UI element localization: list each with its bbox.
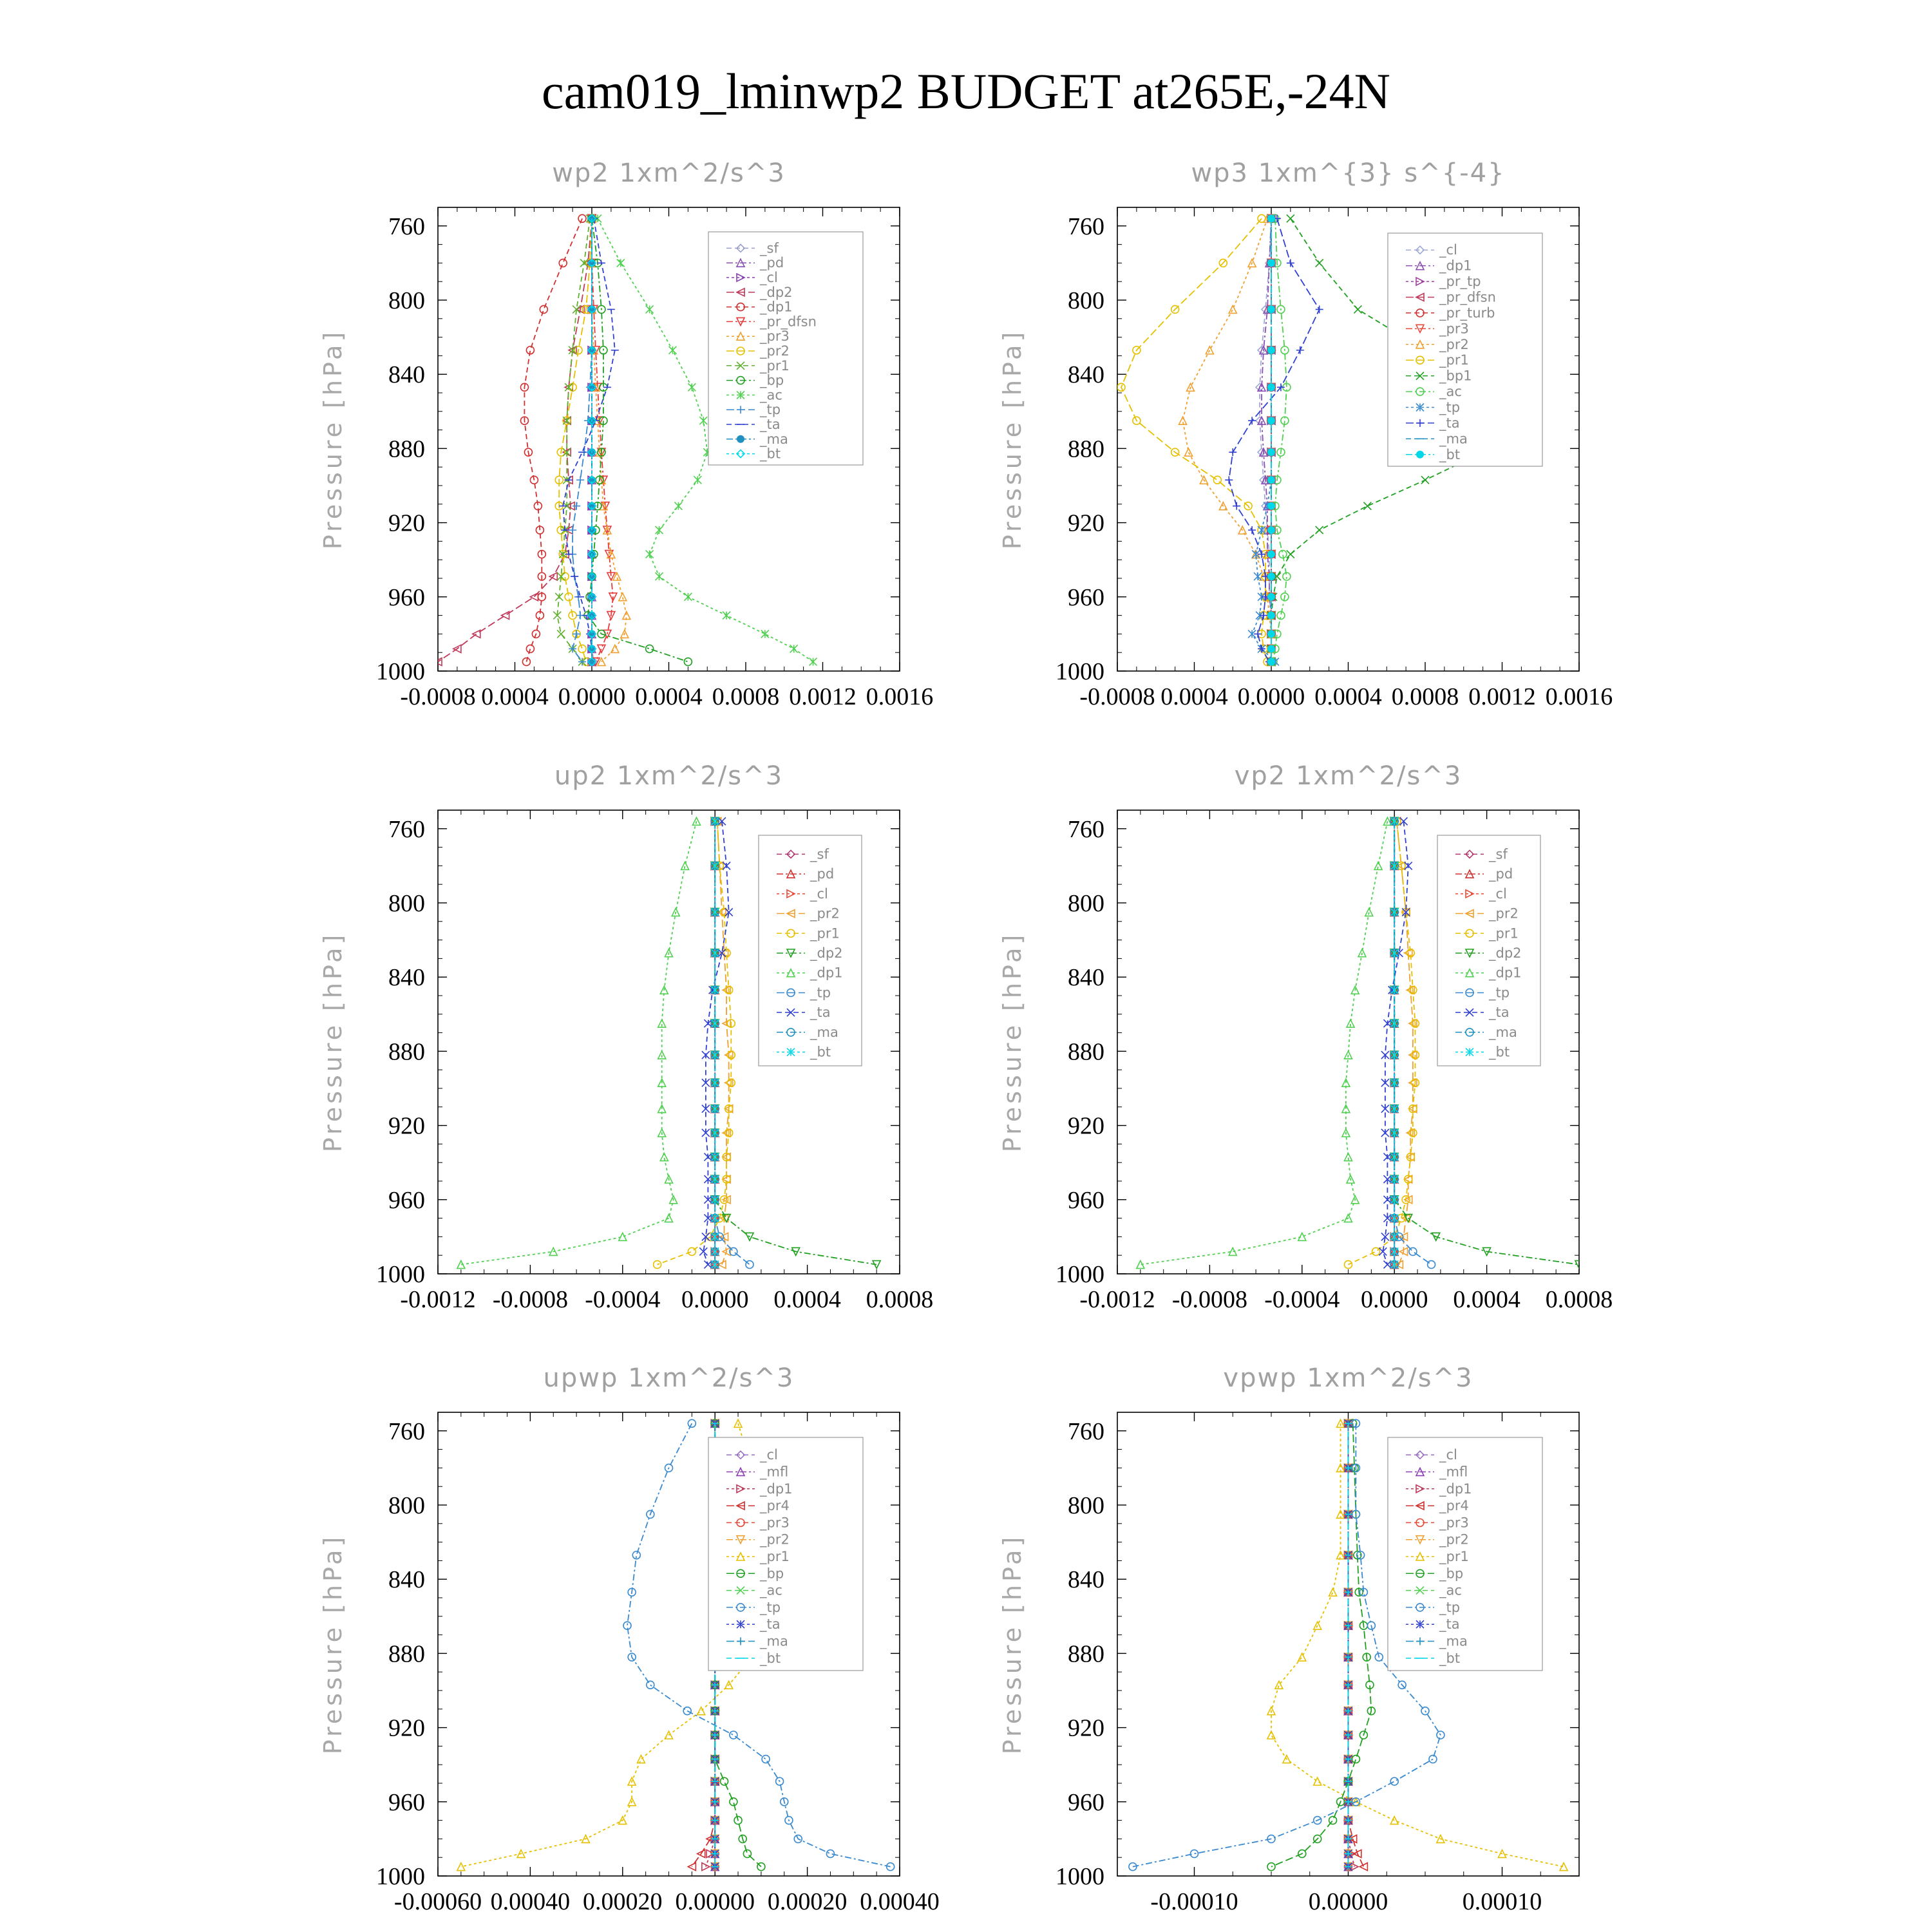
x-tick-label: 0.0008 <box>1391 683 1459 710</box>
x-tick-label: -0.0008 <box>492 1286 568 1313</box>
y-axis-label: Pressure [hPa] <box>319 931 347 1153</box>
x-tick-label: 0.0004 <box>1160 683 1228 710</box>
y-tick-label: 800 <box>1068 287 1104 314</box>
x-tick-label: 0.0004 <box>635 683 703 710</box>
legend-label: _pr3 <box>1439 1515 1469 1531</box>
legend-label: _pr_tp <box>1439 274 1481 290</box>
data-point <box>1267 630 1275 638</box>
y-tick-label: 920 <box>1068 1714 1104 1742</box>
legend-label: _tp <box>810 985 831 1001</box>
legend-label: _ac <box>760 387 782 403</box>
panel-title: vp2 1xm^2/s^3 <box>1234 761 1463 791</box>
y-tick-label: 880 <box>388 1640 425 1668</box>
legend-label: _pr2 <box>1439 1531 1469 1548</box>
legend-label: _ac <box>1439 1582 1462 1598</box>
y-tick-label: 880 <box>388 435 425 463</box>
legend-label: _pd <box>810 866 835 882</box>
legend-label: _pr_dfsn <box>760 314 817 330</box>
legend-label: _ma <box>760 1633 788 1649</box>
legend-label: _mfl <box>760 1464 789 1480</box>
y-tick-label: 880 <box>1068 1038 1104 1066</box>
data-point <box>1267 305 1275 313</box>
x-tick-label: 0.00000 <box>675 1888 755 1915</box>
legend-label: _pr4 <box>760 1498 790 1514</box>
y-tick-label: 880 <box>388 1038 425 1066</box>
y-tick-label: 960 <box>1068 1788 1104 1816</box>
y-axis-label: Pressure [hPa] <box>319 1533 347 1755</box>
legend-label: _cl <box>1439 242 1457 258</box>
y-tick-label: 1000 <box>1056 658 1104 685</box>
data-point <box>1267 612 1275 620</box>
legend-label: _bp <box>760 1566 784 1582</box>
x-tick-label: 0.0004 <box>481 683 549 710</box>
x-tick-label: 0.0012 <box>789 683 857 710</box>
y-tick-label: 920 <box>1068 509 1104 537</box>
x-tick-label: 0.00020 <box>583 1888 663 1915</box>
panel-title: wp3 1xm^{3} s^{-4} <box>1191 158 1506 188</box>
legend-label: _pr3 <box>760 328 790 345</box>
legend-label: _tp <box>760 1599 781 1615</box>
legend-label: _ma <box>1489 1024 1517 1040</box>
legend-label: _sf <box>810 846 829 862</box>
legend-label: _ma <box>760 431 788 447</box>
legend-label: _pr1 <box>1439 352 1469 368</box>
legend-label: _dp1 <box>1439 1481 1472 1497</box>
x-tick-label: -0.0012 <box>400 1286 476 1313</box>
legend-label: _pr2 <box>760 1531 790 1548</box>
legend-label: _pr_turb <box>1439 305 1495 321</box>
data-point <box>1267 476 1275 484</box>
y-tick-label: 760 <box>388 815 425 843</box>
legend-label: _bt <box>760 446 781 462</box>
legend-label: _cl <box>760 1447 778 1463</box>
y-tick-label: 920 <box>388 1714 425 1742</box>
legend-label: _bt <box>1439 1650 1461 1666</box>
x-tick-label: 0.0008 <box>712 683 780 710</box>
data-point <box>1267 573 1275 580</box>
y-tick-label: 800 <box>1068 1492 1104 1519</box>
legend-label: _cl <box>810 886 828 902</box>
legend-label: _pr3 <box>1439 321 1469 337</box>
y-tick-label: 1000 <box>376 658 425 685</box>
x-tick-label: -0.0004 <box>1264 1286 1340 1313</box>
data-point <box>1267 383 1275 391</box>
y-tick-label: 800 <box>388 890 425 917</box>
x-tick-label: 0.0016 <box>1545 683 1613 710</box>
legend <box>708 1437 863 1671</box>
legend-label: _mfl <box>1439 1464 1468 1480</box>
legend-label: _cl <box>760 270 778 285</box>
legend-label: _pr_dfsn <box>1439 289 1496 305</box>
data-point <box>1267 658 1275 666</box>
legend-label: _sf <box>760 240 779 256</box>
legend-label: _pr1 <box>1489 925 1519 942</box>
legend-label: _ta <box>810 1005 831 1021</box>
data-point <box>588 214 596 222</box>
data-point <box>1267 346 1275 354</box>
y-tick-label: 1000 <box>1056 1261 1104 1288</box>
legend-label: _pd <box>1489 866 1513 882</box>
y-tick-label: 800 <box>388 287 425 314</box>
x-tick-label: -0.00060 <box>393 1888 482 1915</box>
data-point <box>1267 502 1275 510</box>
legend-label: _pr2 <box>810 905 840 922</box>
legend-label: _dp1 <box>1439 258 1472 274</box>
x-tick-label: -0.0004 <box>585 1286 661 1313</box>
legend-label: _bt <box>1439 446 1461 462</box>
data-point <box>1267 645 1275 652</box>
y-tick-label: 1000 <box>1056 1863 1104 1890</box>
legend-label: _tp <box>760 402 781 418</box>
legend-label: _dp1 <box>810 965 843 981</box>
legend-label: _bt <box>1489 1044 1510 1060</box>
data-point <box>1267 526 1275 534</box>
y-axis-label: Pressure [hPa] <box>998 931 1027 1153</box>
y-axis-label: Pressure [hPa] <box>998 1533 1027 1755</box>
legend-label: _dp2 <box>1489 945 1522 961</box>
legend-marker <box>1416 451 1424 459</box>
legend-label: _ac <box>1439 384 1462 400</box>
x-tick-label: 0.0004 <box>773 1286 841 1313</box>
y-tick-label: 840 <box>1068 1566 1104 1594</box>
figure-title: cam019_lminwp2 BUDGET at265E,-24N <box>542 63 1390 119</box>
y-axis-label: Pressure [hPa] <box>319 328 347 550</box>
legend <box>1437 835 1540 1066</box>
legend-label: _pd <box>760 255 784 271</box>
legend <box>1388 1437 1542 1671</box>
legend-label: _cl <box>1489 886 1507 902</box>
y-tick-label: 960 <box>388 583 425 611</box>
legend-label: _dp1 <box>760 299 793 315</box>
x-tick-label: -0.00010 <box>1150 1888 1238 1915</box>
legend <box>1388 233 1542 466</box>
legend-label: _tp <box>1439 1599 1461 1615</box>
data-point <box>1267 448 1275 456</box>
legend-label: _ta <box>760 417 781 432</box>
y-tick-label: 760 <box>388 213 425 240</box>
y-tick-label: 760 <box>1068 1417 1104 1445</box>
legend-label: _pr3 <box>760 1515 790 1531</box>
x-tick-label: 0.0008 <box>1545 1286 1613 1313</box>
legend-label: _pr1 <box>760 357 790 374</box>
data-point <box>1267 551 1275 558</box>
legend-label: _pr1 <box>810 925 840 942</box>
legend-label: _ac <box>760 1582 782 1598</box>
panel-title: up2 1xm^2/s^3 <box>554 761 784 791</box>
legend-label: _dp1 <box>1489 965 1522 981</box>
legend-label: _pr4 <box>1439 1498 1469 1514</box>
legend-marker <box>737 435 744 443</box>
y-tick-label: 1000 <box>376 1863 425 1890</box>
legend-label: _tp <box>1489 985 1510 1001</box>
data-point <box>1267 214 1275 222</box>
y-tick-label: 840 <box>388 964 425 992</box>
x-tick-label: 0.00000 <box>1308 1888 1388 1915</box>
x-tick-label: 0.0000 <box>681 1286 749 1313</box>
y-tick-label: 800 <box>1068 890 1104 917</box>
legend-label: _sf <box>1489 846 1508 862</box>
x-tick-label: 0.0004 <box>1453 1286 1520 1313</box>
legend-label: _pr2 <box>1489 905 1519 922</box>
x-tick-label: 0.00040 <box>860 1888 940 1915</box>
legend <box>759 835 862 1066</box>
x-tick-label: 0.00010 <box>1462 1888 1542 1915</box>
legend-label: _bp <box>1439 1566 1464 1582</box>
legend-label: _cl <box>1439 1447 1457 1463</box>
legend-label: _bp1 <box>1439 368 1472 384</box>
y-tick-label: 880 <box>1068 435 1104 463</box>
y-tick-label: 1000 <box>376 1261 425 1288</box>
y-axis-label: Pressure [hPa] <box>998 328 1027 550</box>
legend-label: _bt <box>760 1650 781 1666</box>
panel-title: upwp 1xm^2/s^3 <box>543 1363 795 1393</box>
legend-label: _pr2 <box>1439 336 1469 352</box>
legend-label: _ta <box>760 1616 781 1633</box>
y-tick-label: 920 <box>388 1112 425 1140</box>
legend-label: _dp2 <box>760 284 793 300</box>
x-tick-label: 0.0000 <box>1237 683 1305 710</box>
x-tick-label: 0.0000 <box>1360 1286 1428 1313</box>
data-point <box>1267 259 1275 267</box>
legend-label: _ma <box>1439 1633 1468 1649</box>
y-tick-label: 840 <box>1068 964 1104 992</box>
y-tick-label: 840 <box>388 1566 425 1594</box>
legend-label: _bp <box>760 372 784 388</box>
legend-label: _ta <box>1439 1616 1460 1633</box>
y-tick-label: 920 <box>388 509 425 537</box>
legend-label: _tp <box>1439 399 1461 415</box>
legend-label: _ta <box>1489 1005 1510 1021</box>
x-tick-label: 0.0012 <box>1468 683 1536 710</box>
x-tick-label: 0.0008 <box>866 1286 934 1313</box>
y-tick-label: 960 <box>388 1186 425 1214</box>
y-tick-label: 840 <box>1068 361 1104 389</box>
y-tick-label: 800 <box>388 1492 425 1519</box>
y-tick-label: 760 <box>388 1417 425 1445</box>
y-tick-label: 840 <box>388 361 425 389</box>
legend-label: _pr1 <box>1439 1549 1469 1564</box>
x-tick-label: 0.00020 <box>767 1888 848 1915</box>
y-tick-label: 760 <box>1068 213 1104 240</box>
legend <box>708 232 863 465</box>
legend-label: _bt <box>810 1044 831 1060</box>
x-tick-label: 0.00040 <box>490 1888 571 1915</box>
x-tick-label: -0.0008 <box>400 683 476 710</box>
legend-label: _pr1 <box>760 1549 790 1564</box>
y-tick-label: 920 <box>1068 1112 1104 1140</box>
legend-label: _dp1 <box>760 1481 793 1497</box>
panel-title: wp2 1xm^2/s^3 <box>552 158 786 188</box>
x-tick-label: -0.0008 <box>1079 683 1155 710</box>
legend-label: _ma <box>1439 431 1468 447</box>
panel-title: vpwp 1xm^2/s^3 <box>1223 1363 1473 1393</box>
x-tick-label: -0.0012 <box>1079 1286 1155 1313</box>
data-point <box>1267 417 1275 424</box>
x-tick-label: 0.0004 <box>1314 683 1382 710</box>
y-tick-label: 960 <box>388 1788 425 1816</box>
legend-label: _dp2 <box>810 945 843 961</box>
x-tick-label: 0.0000 <box>558 683 626 710</box>
x-tick-label: 0.0016 <box>866 683 934 710</box>
y-tick-label: 760 <box>1068 815 1104 843</box>
legend-label: _ta <box>1439 415 1460 431</box>
y-tick-label: 960 <box>1068 583 1104 611</box>
data-point <box>1267 593 1275 601</box>
y-tick-label: 880 <box>1068 1640 1104 1668</box>
legend-label: _ma <box>810 1024 838 1040</box>
legend-label: _pr2 <box>760 343 790 359</box>
x-tick-label: -0.0008 <box>1171 1286 1247 1313</box>
y-tick-label: 960 <box>1068 1186 1104 1214</box>
